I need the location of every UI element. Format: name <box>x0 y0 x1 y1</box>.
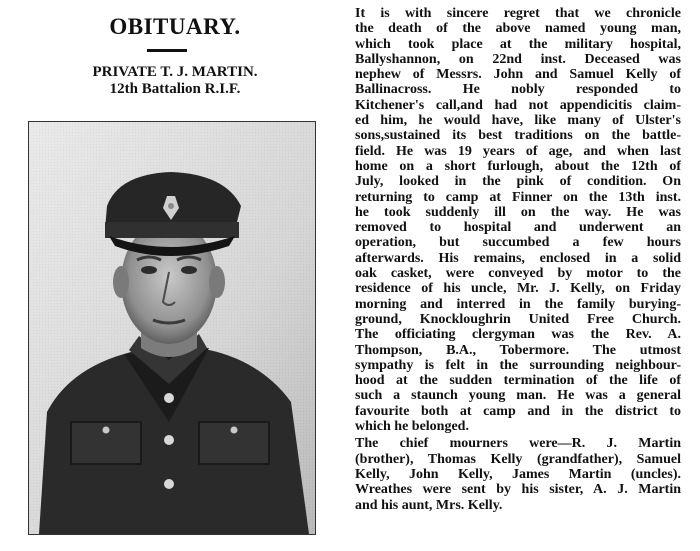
article-line: residence of his uncle, Mr. J. Kelly, on Friday <box>355 281 681 297</box>
article-line: and his aunt, Mrs. Kelly. <box>355 497 503 513</box>
article-line: The chief mourners were—R. J. Martin <box>355 436 681 452</box>
title-divider <box>147 49 187 52</box>
article-line: Kelly, John Kelly, James Martin (uncles). <box>355 466 681 482</box>
portrait-illustration <box>29 122 315 534</box>
article-line: sons,sustained its best traditions on the battle- <box>355 128 681 144</box>
article-paragraph-2 <box>341 436 681 512</box>
article-line: Kitchener's call,and had not appendicitis claim- <box>355 97 681 113</box>
article-line: removed to hospital and underwent an <box>355 220 681 236</box>
article-line: the death of the above named young man, <box>355 21 681 37</box>
article-line: returning to camp at Finner on the 13th inst. <box>355 189 681 205</box>
article-line: It is with sincere regret that we chronicle <box>355 6 681 21</box>
obituary-article <box>341 6 681 513</box>
article-line: Thompson, B.A., Tobermore. The utmost <box>355 342 681 358</box>
page-title: OBITUARY. <box>109 14 241 39</box>
article-line: he took suddenly ill on the way. He was <box>355 204 681 220</box>
article-line: (brother), Thomas Kelly (grandfather), Samuel <box>355 451 681 467</box>
article-line: The officiating clergyman was the Rev. A. <box>355 327 681 343</box>
article-line: ground, Knockloughrin United Free Church. <box>355 311 681 327</box>
article-paragraph-1 <box>341 6 681 434</box>
soldier-portrait-photo <box>28 121 316 535</box>
article-line: Wreathes were sent by his sister, A. J. Martin <box>355 482 681 498</box>
article-line: hood at the sudden termination of the life of <box>355 373 681 389</box>
article-line: July, looked in the pink of condition. On <box>355 174 681 190</box>
article-line: sympathy is felt in the surrounding neighbour- <box>355 357 681 373</box>
article-line: field. He was 19 years of age, and when last <box>355 143 681 159</box>
article-line: Ballyshannon, on 22nd inst. Deceased was <box>355 51 681 67</box>
article-line: favourite both at camp and in the district to <box>355 403 681 419</box>
article-line: Ballinacross. He nobly responded to <box>355 82 681 98</box>
article-line: which he belonged. <box>355 419 469 435</box>
deceased-name: PRIVATE T. J. MARTIN. <box>92 64 258 80</box>
article-line: home on a short furlough, about the 12th of <box>355 158 681 174</box>
article-line: oak casket, were conveyed by motor to the <box>355 266 681 282</box>
article-line: nephew of Messrs. John and Samuel Kelly of <box>355 67 681 83</box>
article-line: such a staunch young man. He was a general <box>355 388 681 404</box>
article-line: operation, but succumbed a few hours <box>355 235 681 251</box>
article-line: ed him, he would have, like many of Ulster's <box>355 113 681 129</box>
article-line: morning and interred in the family burying- <box>355 296 681 312</box>
article-line: afterwards. His remains, enclosed in a solid <box>355 250 681 266</box>
deceased-unit: 12th Battalion R.I.F. <box>109 81 241 97</box>
article-line: which took place at the military hospital, <box>355 36 681 52</box>
